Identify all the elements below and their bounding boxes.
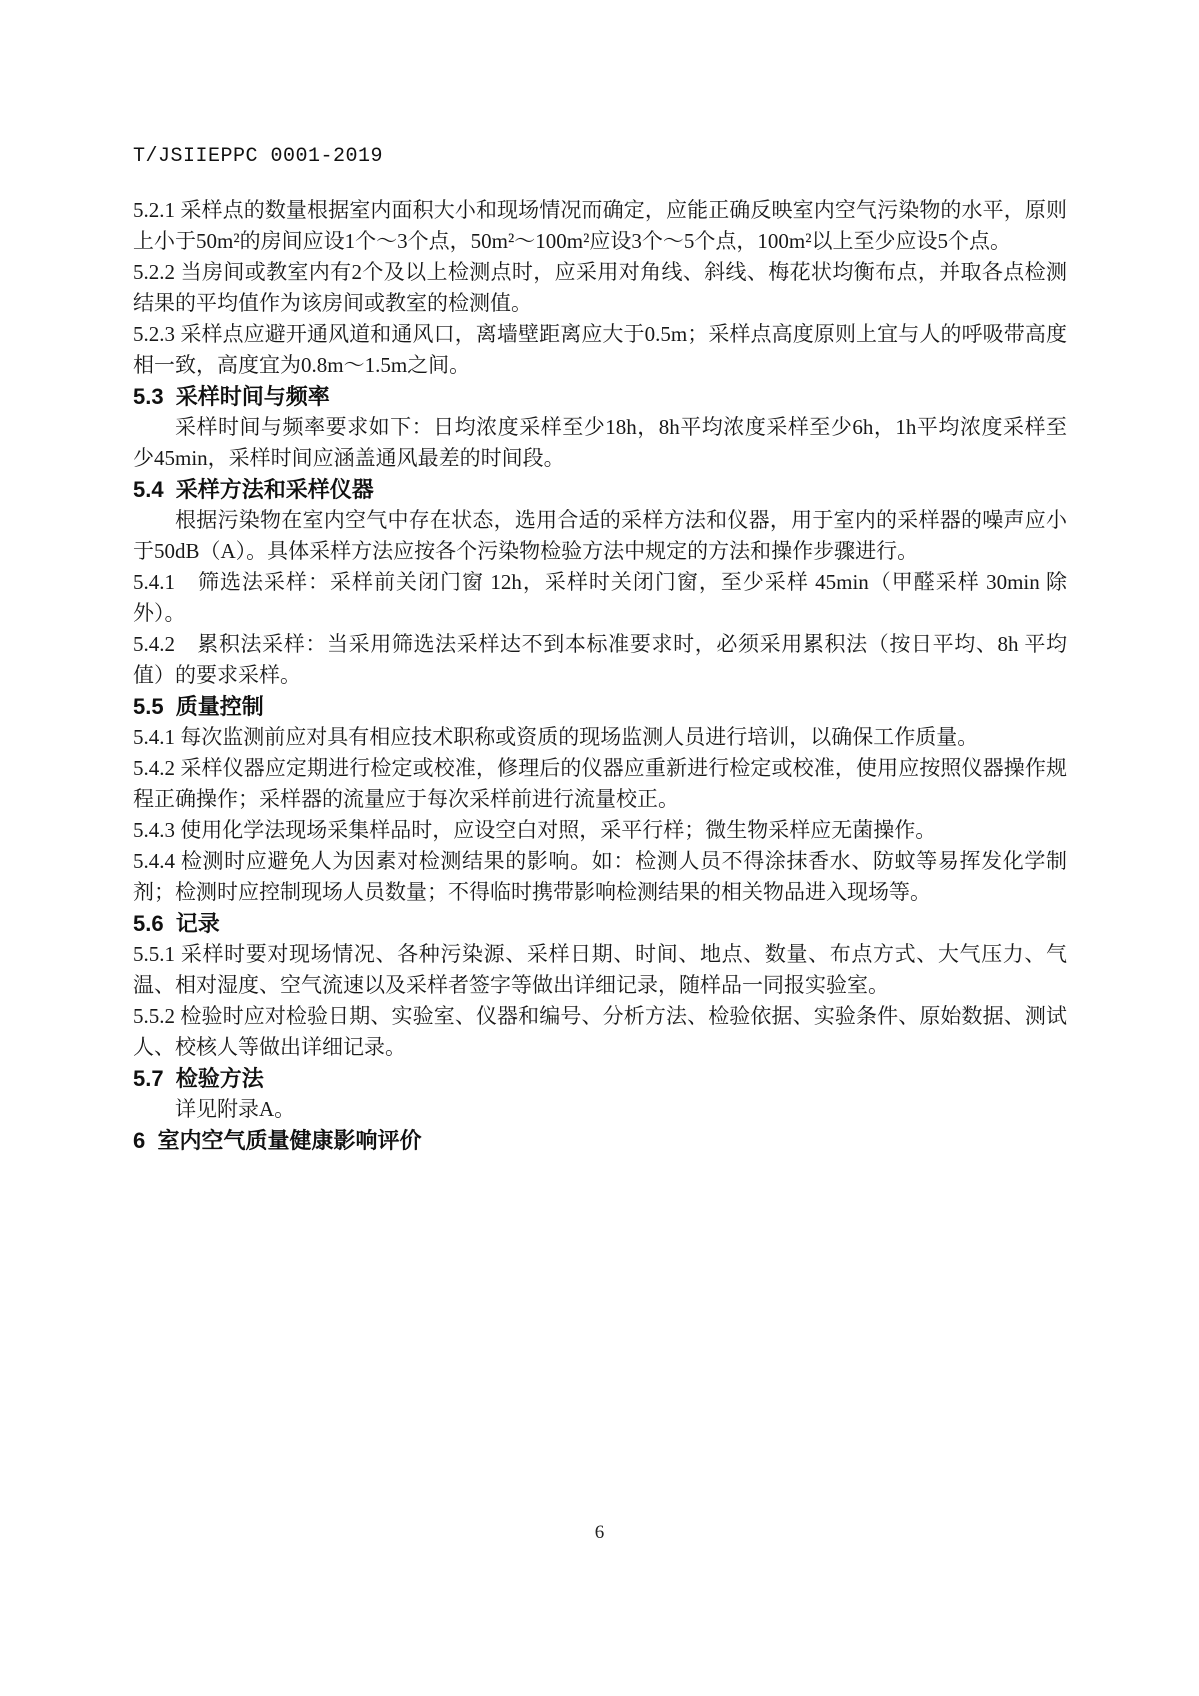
para-5-4: 根据污染物在室内空气中存在状态，选用合适的采样方法和仪器，用于室内的采样器的噪声应小于50dB（A）。具体采样方法应按各个污染物检验方法中规定的方法和操作步骤进行。 xyxy=(133,508,1067,563)
clause-5-4-4-qc: 5.4.4 检测时应避免人为因素对检测结果的影响。如：检测人员不得涂抹香水、防蚊等易挥发化学制剂；检测时应控制现场人员数量；不得临时携带影响检测结果的相关物品进入现场等。 xyxy=(133,849,1067,904)
section-5-4-clauses xyxy=(133,505,1067,691)
heading-5-6: 5.6 记录 xyxy=(133,911,220,936)
heading-5-7: 5.7 检验方法 xyxy=(133,1066,264,1091)
clause-5-4-2-qc: 5.4.2 采样仪器应定期进行检定或校准，修理后的仪器应重新进行检定或校准，使用应按照仪器操作规程正确操作；采样器的流量应于每次采样前进行流量校正。 xyxy=(133,756,1067,811)
section-5-6-clauses xyxy=(133,939,1067,1063)
heading-5-3: 5.3 采样时间与频率 xyxy=(133,384,330,409)
clause-5-2-1: 5.2.1 采样点的数量根据室内面积大小和现场情况而确定，应能正确反映室内空气污染物的水平，原则上小于50m²的房间应设1个～3个点，50m²～100m²应设3个～5个点，100m²以上至少应设5个点。 xyxy=(133,198,1067,253)
section-5-2-clauses xyxy=(133,195,1067,381)
heading-6: 6 室内空气质量健康影响评价 xyxy=(133,1128,422,1153)
clause-5-2-3: 5.2.3 采样点应避开通风道和通风口，离墙壁距离应大于0.5m；采样点高度原则上宜与人的呼吸带高度相一致，高度宜为0.8m～1.5m之间。 xyxy=(133,322,1067,377)
clause-5-2-2: 5.2.2 当房间或教室内有2个及以上检测点时，应采用对角线、斜线、梅花状均衡布点，并取各点检测结果的平均值作为该房间或教室的检测值。 xyxy=(133,260,1067,315)
heading-5-4: 5.4 采样方法和采样仪器 xyxy=(133,477,374,502)
clause-5-4-3-qc: 5.4.3 使用化学法现场采集样品时，应设空白对照，采平行样；微生物采样应无菌操作。 xyxy=(133,818,937,842)
clause-5-4-1-qc: 5.4.1 每次监测前应对具有相应技术职称或资质的现场监测人员进行培训，以确保工作质量。 xyxy=(133,725,979,749)
section-5-5-clauses xyxy=(133,722,1067,908)
heading-5-5: 5.5 质量控制 xyxy=(133,694,264,719)
clause-5-5-1: 5.5.1 采样时要对现场情况、各种污染源、采样日期、时间、地点、数量、布点方式、大气压力、气温、相对湿度、空气流速以及采样者签字等做出详细记录，随样品一同报实验室。 xyxy=(133,942,1067,997)
para-5-7: 详见附录A。 xyxy=(175,1097,296,1121)
page-number: 6 xyxy=(594,1522,605,1543)
standard-number-header: T/JSIIEPPC 0001-2019 xyxy=(133,145,384,168)
clause-5-5-2: 5.5.2 检验时应对检验日期、实验室、仪器和编号、分析方法、检验依据、实验条件、原始数据、测试人、校核人等做出详细记录。 xyxy=(133,1004,1067,1059)
clause-5-4-1: 5.4.1 筛选法采样：采样前关闭门窗 12h，采样时关闭门窗，至少采样 45min（甲醛采样 30min 除外）。 xyxy=(133,570,1067,625)
para-5-3: 采样时间与频率要求如下：日均浓度采样至少18h，8h平均浓度采样至少6h，1h平均浓度采样至少45min，采样时间应涵盖通风最差的时间段。 xyxy=(133,415,1067,470)
clause-5-4-2: 5.4.2 累积法采样：当采用筛选法采样达不到本标准要求时，必须采用累积法（按日平均、8h 平均值）的要求采样。 xyxy=(133,632,1067,687)
